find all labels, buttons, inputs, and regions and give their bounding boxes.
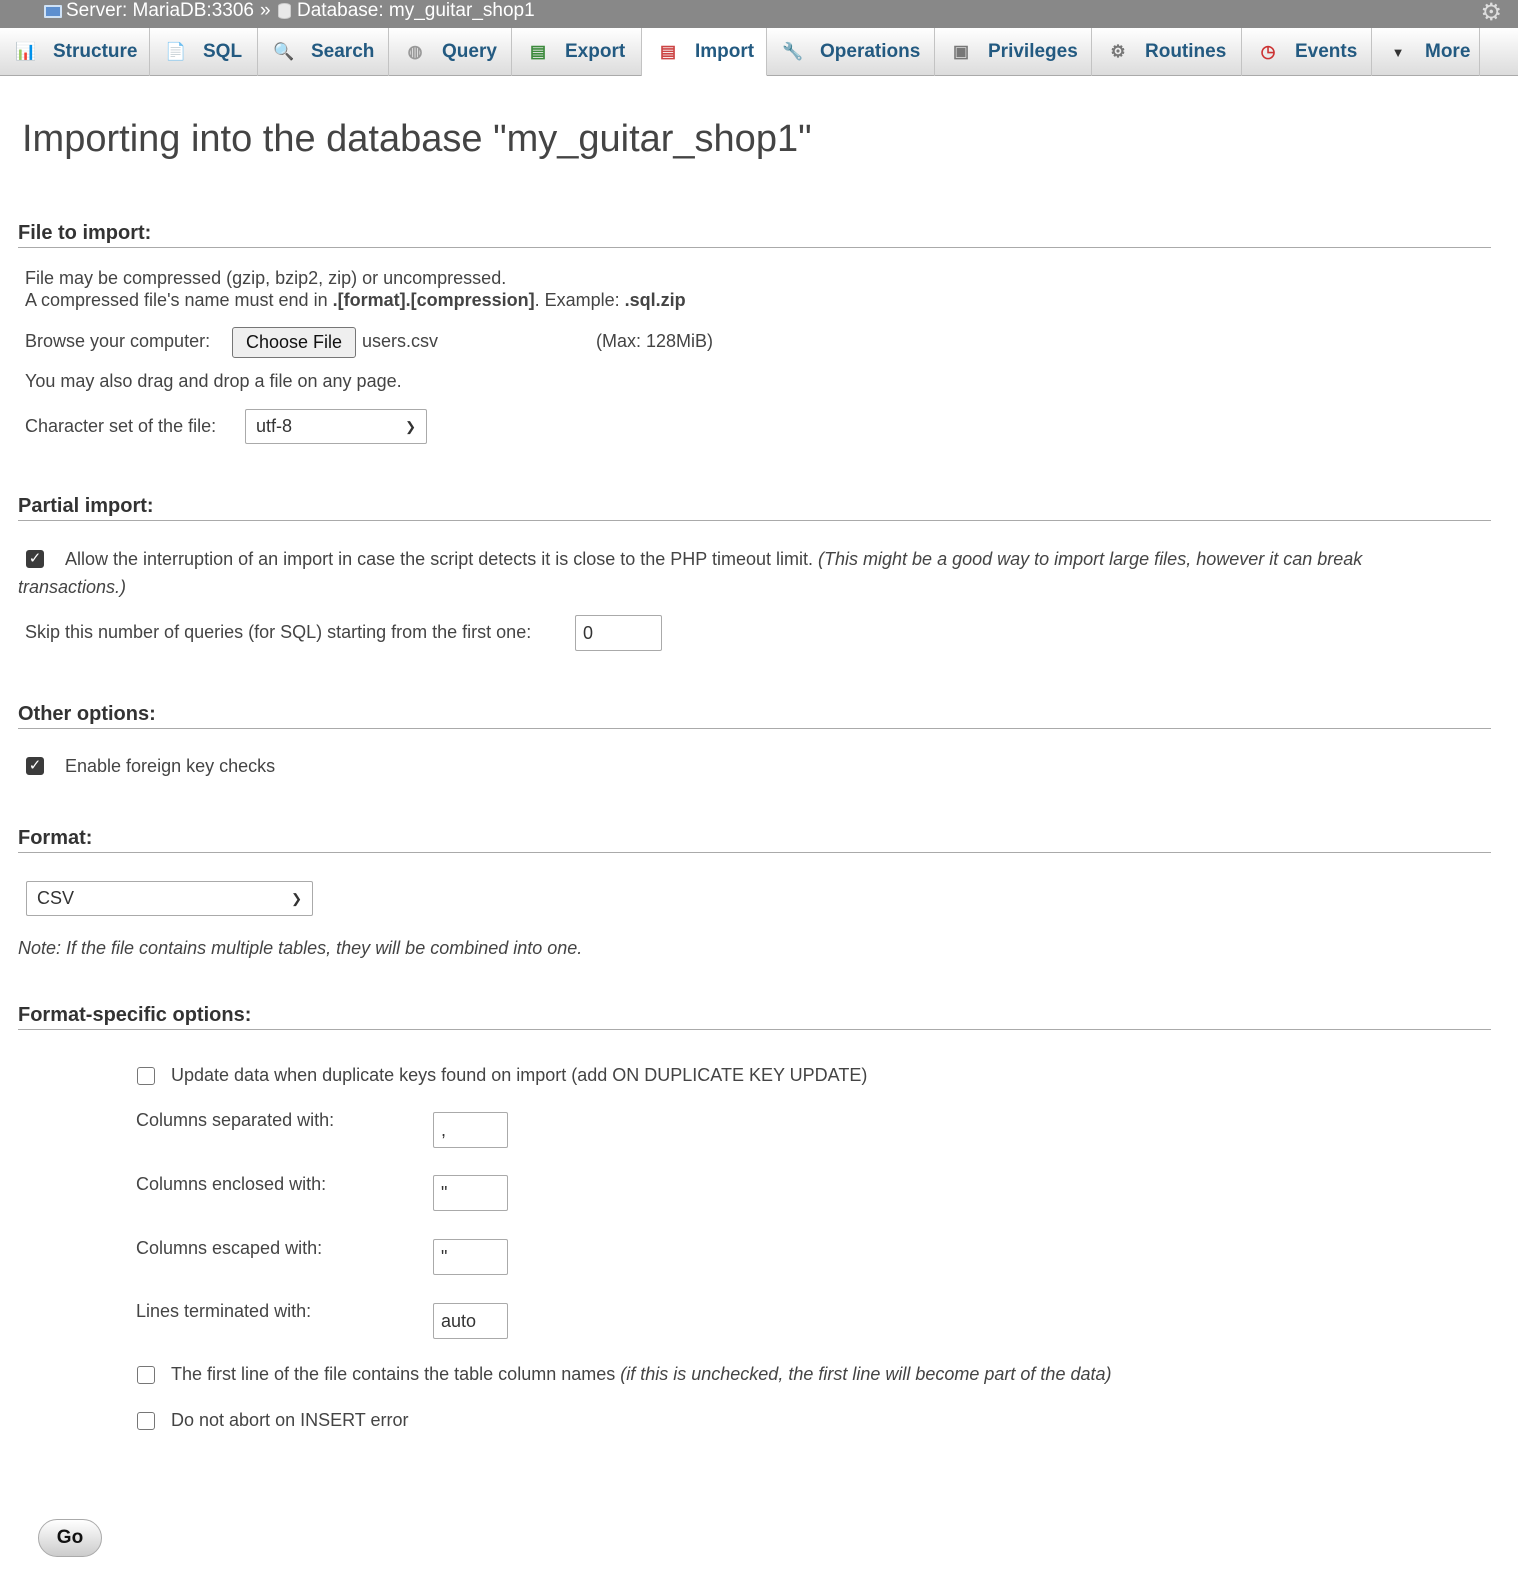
- tab-label: Query: [442, 41, 497, 62]
- breadcrumb-server-label: Server: MariaDB:3306: [66, 0, 254, 21]
- tab-more[interactable]: [1372, 28, 1480, 76]
- compression-note: File may be compressed (gzip, bzip2, zip) or uncompressed.: [25, 268, 507, 288]
- first-line-columns-label: [171, 1364, 1111, 1385]
- no-abort-label: Do not abort on INSERT error: [171, 1410, 409, 1430]
- tab-import[interactable]: [642, 28, 767, 76]
- file-to-import-legend: File to import:: [18, 222, 1491, 248]
- first-line-columns-text: The first line of the file contains the table column names: [171, 1364, 616, 1384]
- breadcrumb-database-label: Database: my_guitar_shop1: [297, 0, 535, 21]
- import-icon: ▤: [659, 41, 677, 61]
- tab-operations[interactable]: [767, 28, 935, 76]
- caret-down-icon: ▼: [1391, 44, 1405, 60]
- update-duplicate-checkbox[interactable]: [137, 1067, 155, 1085]
- wrench-icon: 🔧: [782, 42, 804, 61]
- chevron-down-icon: ❯: [405, 418, 416, 434]
- first-line-columns-checkbox[interactable]: [137, 1366, 155, 1384]
- sql-icon: 📄: [165, 42, 187, 61]
- selected-file-name: users.csv: [362, 331, 439, 351]
- structure-icon: 📊: [15, 42, 37, 61]
- skip-queries-input[interactable]: 0: [575, 615, 662, 651]
- tab-sql[interactable]: [150, 28, 258, 76]
- breadcrumb: [0, 0, 1518, 28]
- privileges-icon: ▣: [952, 42, 970, 61]
- choose-file-button[interactable]: Choose File: [232, 327, 356, 358]
- columns-enclosed-label: Columns enclosed with:: [136, 1174, 327, 1194]
- format-note-text: A compressed file's name must end in: [25, 290, 333, 310]
- tab-label: Search: [311, 41, 375, 62]
- allow-interrupt-note: (This might be a good way to import large files, however it can break: [818, 549, 1363, 569]
- charset-select[interactable]: [245, 409, 427, 444]
- columns-enclosed-input[interactable]: ": [433, 1175, 508, 1211]
- clock-icon: ◷: [1260, 42, 1276, 61]
- tab-label: Events: [1295, 41, 1358, 62]
- tab-label: SQL: [203, 41, 243, 62]
- tab-privileges[interactable]: [935, 28, 1092, 76]
- browse-label: Browse your computer:: [25, 331, 211, 351]
- export-icon: ▤: [529, 42, 547, 61]
- query-icon: ◍: [407, 42, 423, 61]
- max-size-note: (Max: 128MiB): [596, 331, 714, 351]
- database-icon: [278, 3, 291, 19]
- tab-routines[interactable]: [1092, 28, 1242, 76]
- format-note-example-label: . Example:: [534, 290, 625, 310]
- tab-label: Privileges: [988, 41, 1078, 62]
- allow-interrupt-checkbox[interactable]: ✓: [26, 550, 44, 568]
- tab-bar: [0, 28, 1518, 76]
- breadcrumb-server[interactable]: [44, 0, 254, 22]
- format-compression-pattern: .[format].[compression]: [332, 290, 535, 310]
- lines-terminated-input[interactable]: auto: [433, 1303, 508, 1339]
- allow-interrupt-text: Allow the interruption of an import in case the script detects it is close to the PHP timeout limit.: [65, 549, 814, 569]
- foreign-key-label: Enable foreign key checks: [65, 756, 276, 776]
- compression-format-note: [25, 290, 686, 311]
- format-options-legend: Format-specific options:: [18, 1004, 1491, 1030]
- tab-label: Operations: [820, 41, 921, 62]
- format-value: CSV: [37, 888, 75, 908]
- allow-interrupt-note-end: transactions.): [18, 577, 127, 597]
- tab-label: More: [1425, 41, 1471, 62]
- tab-label: Import: [695, 40, 755, 62]
- tab-label: Export: [565, 41, 626, 62]
- columns-escaped-label: Columns escaped with:: [136, 1238, 323, 1258]
- routines-icon: ⚙: [1110, 42, 1126, 61]
- columns-separated-label: Columns separated with:: [136, 1110, 335, 1130]
- gear-icon[interactable]: ⚙: [1480, 0, 1502, 26]
- search-icon: 🔍: [273, 42, 295, 61]
- no-abort-checkbox[interactable]: [137, 1412, 155, 1430]
- format-example: .sql.zip: [624, 290, 686, 310]
- allow-interrupt-label: [65, 549, 1362, 570]
- other-options-legend: Other options:: [18, 703, 1491, 729]
- tab-search[interactable]: [258, 28, 389, 76]
- drag-drop-note: You may also drag and drop a file on any page.: [25, 371, 402, 391]
- breadcrumb-database[interactable]: [278, 0, 535, 22]
- foreign-key-checkbox[interactable]: ✓: [26, 757, 44, 775]
- chevron-down-icon: ❯: [291, 890, 302, 906]
- server-icon: [44, 5, 62, 18]
- tab-label: Structure: [53, 41, 138, 62]
- lines-terminated-label: Lines terminated with:: [136, 1301, 312, 1321]
- update-duplicate-label: Update data when duplicate keys found on import (add ON DUPLICATE KEY UPDATE): [171, 1065, 868, 1085]
- columns-escaped-input[interactable]: ": [433, 1239, 508, 1275]
- allow-interrupt-note-cont: [18, 577, 126, 598]
- charset-value: utf-8: [256, 416, 293, 436]
- tab-query[interactable]: [389, 28, 512, 76]
- format-select[interactable]: [26, 881, 313, 916]
- first-line-columns-note: (if this is unchecked, the first line will become part of the data): [620, 1364, 1112, 1384]
- columns-separated-input[interactable]: ,: [433, 1112, 508, 1148]
- breadcrumb-separator: »: [260, 0, 271, 21]
- tab-label: Routines: [1145, 41, 1227, 62]
- tab-export[interactable]: [512, 28, 642, 76]
- page-title: Importing into the database "my_guitar_shop1": [22, 118, 812, 160]
- charset-label: Character set of the file:: [25, 416, 217, 436]
- partial-import-legend: Partial import:: [18, 495, 1491, 521]
- skip-queries-label: Skip this number of queries (for SQL) starting from the first one:: [25, 622, 532, 642]
- tab-events[interactable]: [1242, 28, 1372, 76]
- format-legend: Format:: [18, 827, 1491, 853]
- go-button[interactable]: Go: [38, 1519, 102, 1557]
- format-note: Note: If the file contains multiple tables, they will be combined into one.: [18, 938, 583, 958]
- tab-structure[interactable]: [0, 28, 150, 76]
